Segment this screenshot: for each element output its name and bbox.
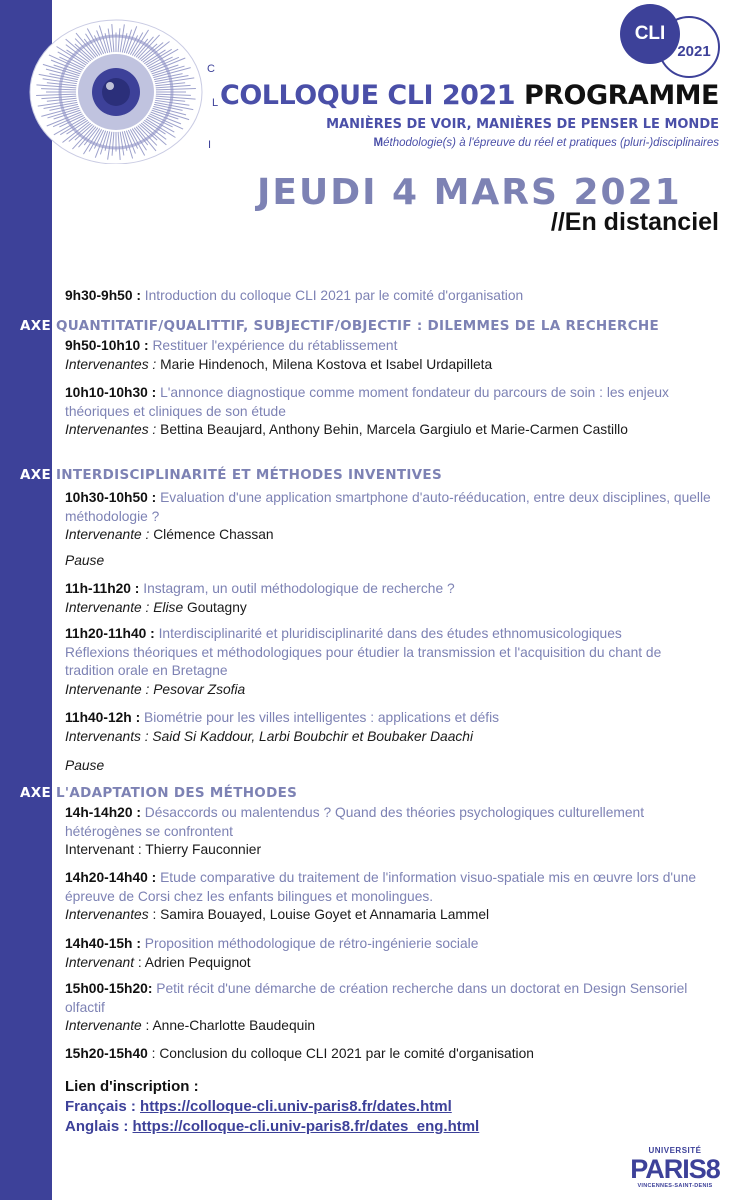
session-axe3-3 bbox=[65, 935, 715, 972]
session-axe2-2 bbox=[65, 580, 715, 617]
eye-letter-c: C bbox=[207, 63, 215, 75]
session-title: Instagram, un outil méthodologique de recherche ? bbox=[143, 581, 455, 596]
session-title: Restituer l'expérience du rétablissement bbox=[152, 338, 398, 353]
axe-heading-1 bbox=[20, 318, 659, 334]
eye-illustration bbox=[24, 14, 224, 164]
badge-year: 2021 bbox=[658, 16, 720, 78]
session-title: Conclusion du colloque CLI 2021 par le comité d'organisation bbox=[159, 1046, 534, 1061]
speaker-role: Intervenante bbox=[65, 1018, 142, 1033]
pause-2 bbox=[65, 757, 715, 776]
tagline bbox=[374, 137, 719, 149]
axe-title: QUANTITATIF/QUALITTIF, SUBJECTIF/OBJECTIF : DILEMMES DE LA RECHERCHE bbox=[50, 318, 660, 334]
pause-label: Pause bbox=[65, 758, 105, 773]
session-time: 9h50-10h10 bbox=[65, 338, 141, 353]
link-en[interactable]: https://colloque-cli.univ-paris8.fr/dates_eng.html bbox=[132, 1118, 480, 1135]
axe-title: INTERDISCIPLINARITÉ ET MÉTHODES INVENTIVES bbox=[50, 467, 442, 483]
session-time: 14h20-14h40 bbox=[65, 870, 148, 885]
pause-1 bbox=[65, 552, 715, 571]
tagline-rest: éthodologie(s) à l'épreuve du réel et pratiques (pluri-)disciplinaires bbox=[383, 137, 719, 149]
session-axe2-4 bbox=[65, 709, 715, 746]
session-time: 14h40-15h bbox=[65, 936, 133, 951]
session-time: 15h00-15h20 bbox=[65, 981, 148, 996]
speaker-role: Intervenantes bbox=[65, 907, 149, 922]
session-time: 15h20-15h40 bbox=[65, 1046, 148, 1061]
session-intro bbox=[65, 287, 715, 306]
session-title: Evaluation d'une application smartphone d'auto-rééducation, entre deux disciplines, quelle méthodologie ? bbox=[65, 490, 711, 524]
registration-links bbox=[65, 1077, 479, 1137]
session-title: Désaccords ou malentendus ? Quand des théories psychologiques culturellement hétérogènes se confrontent bbox=[65, 805, 645, 839]
session-title: Introduction du colloque CLI 2021 par le comité d'organisation bbox=[144, 288, 524, 303]
speakers: : Anne-Charlotte Baudequin bbox=[141, 1018, 316, 1033]
session-title: Proposition méthodologique de rétro-ingénierie sociale bbox=[144, 936, 479, 951]
paris8-logo bbox=[628, 1146, 722, 1196]
session-time: 9h30-9h50 bbox=[65, 288, 133, 303]
speakers: Bettina Beaujard, Anthony Behin, Marcela Gargiulo et Marie-Carmen Castillo bbox=[156, 422, 628, 437]
axe-label: AXE bbox=[20, 318, 51, 334]
session-axe1-1 bbox=[65, 337, 715, 374]
time-separator: : bbox=[132, 936, 145, 951]
speakers: : Adrien Pequignot bbox=[134, 954, 251, 970]
session-title: L'annonce diagnostique comme moment fondateur du parcours de soin : les enjeux théoriques et cliniques de son étude bbox=[65, 385, 669, 419]
axe-heading-3 bbox=[20, 785, 297, 801]
session-time: 10h30-10h50 bbox=[65, 490, 148, 505]
eye-letter-i: I bbox=[208, 139, 212, 151]
session-axe2-1 bbox=[65, 489, 715, 545]
sidebar-band bbox=[0, 0, 52, 1200]
time-separator: : bbox=[147, 1046, 160, 1061]
speakers: Goutagny bbox=[183, 599, 247, 615]
session-axe1-2 bbox=[65, 384, 715, 440]
speakers: Clémence Chassan bbox=[149, 527, 274, 542]
time-separator: : bbox=[147, 385, 161, 400]
axe-label: AXE bbox=[20, 785, 51, 801]
time-separator: : bbox=[131, 710, 144, 725]
session-title: Petit récit d'une démarche de création recherche dans un doctorat en Design Sensoriel olfactif bbox=[65, 981, 688, 1015]
speaker-role: Intervenante : bbox=[65, 527, 150, 542]
speaker-role: Intervenante : Pesovar Zsofia bbox=[65, 681, 246, 697]
session-axe3-4 bbox=[65, 980, 715, 1036]
logo-vincennes: VINCENNES-SAINT-DENIS bbox=[637, 1183, 713, 1189]
session-time: 11h40-12h bbox=[65, 710, 132, 725]
session-title: Interdisciplinarité et pluridisciplinarité dans des études ethnomusicologiques Réflexions théoriques et méthodologiques pour étudier la transmission et l'acquisition du chant de tradition orale en Bretagne bbox=[65, 626, 662, 678]
time-separator: : bbox=[130, 581, 144, 596]
eye-letter-l: L bbox=[212, 97, 219, 109]
title-colloque: COLLOQUE CLI 2021 bbox=[220, 80, 516, 111]
link-fr-label: Français : bbox=[65, 1098, 141, 1115]
session-time: 10h10-10h30 bbox=[65, 385, 148, 400]
speakers: Marie Hindenoch, Milena Kostova et Isabel Urdapilleta bbox=[156, 356, 493, 372]
link-en-label: Anglais : bbox=[65, 1118, 133, 1135]
session-time: 11h-11h20 bbox=[65, 581, 131, 596]
time-separator: : bbox=[132, 288, 145, 303]
session-title: Etude comparative du traitement de l'information visuo-spatiale mis en œuvre lors d'une épreuve de Corsi chez les enfants bilingues et monolingues. bbox=[65, 870, 697, 904]
event-date: JEUDI 4 MARS 2021 bbox=[257, 172, 682, 213]
session-axe3-1 bbox=[65, 804, 715, 860]
speakers: : Samira Bouayed, Louise Goyet et Annamaria Lammel bbox=[148, 907, 490, 922]
page-title bbox=[220, 80, 719, 111]
link-fr[interactable]: https://colloque-cli.univ-paris8.fr/dates.html bbox=[140, 1098, 452, 1115]
links-heading: Lien d'inscription : bbox=[65, 1078, 199, 1095]
speaker-role: Intervenante : bbox=[65, 599, 150, 615]
session-time: 14h-14h20 bbox=[65, 805, 133, 820]
time-separator: : bbox=[147, 490, 161, 505]
session-closing bbox=[65, 1045, 715, 1064]
speaker-role: Intervenant : Thierry Fauconnier bbox=[65, 842, 262, 857]
time-separator: : bbox=[146, 626, 159, 641]
axe-title: L'ADAPTATION DES MÉTHODES bbox=[50, 785, 298, 801]
cli-2021-badge bbox=[620, 4, 738, 74]
logo-paris8: PARIS8 bbox=[630, 1154, 720, 1184]
logo-universite: UNIVERSITÉ bbox=[648, 1146, 702, 1155]
speaker-role: Intervenant bbox=[65, 954, 135, 970]
session-title: Biométrie pour les villes intelligentes : applications et défis bbox=[144, 710, 500, 725]
event-mode: //En distanciel bbox=[550, 208, 719, 236]
time-separator: : bbox=[140, 338, 153, 353]
pause-label: Pause bbox=[65, 553, 105, 568]
title-programme: PROGRAMME bbox=[523, 80, 719, 111]
axe-heading-2 bbox=[20, 467, 442, 483]
tagline-initial: M bbox=[373, 137, 384, 149]
session-axe3-2 bbox=[65, 869, 715, 925]
time-separator: : bbox=[147, 981, 157, 996]
session-time: 11h20-11h40 bbox=[65, 626, 147, 641]
speaker-first: Elise bbox=[149, 599, 184, 615]
subtitle: MANIÈRES DE VOIR, MANIÈRES DE PENSER LE MONDE bbox=[326, 117, 719, 132]
speaker-role: Intervenantes : bbox=[65, 422, 157, 437]
badge-cli: CLI bbox=[620, 4, 680, 64]
time-separator: : bbox=[147, 870, 161, 885]
session-axe2-3 bbox=[65, 625, 665, 699]
speaker-role: Intervenantes : bbox=[65, 356, 157, 372]
time-separator: : bbox=[132, 805, 145, 820]
axe-label: AXE bbox=[20, 467, 51, 483]
speaker-role: Intervenants : Said Si Kaddour, Larbi Boubchir et Boubaker Daachi bbox=[65, 728, 474, 744]
